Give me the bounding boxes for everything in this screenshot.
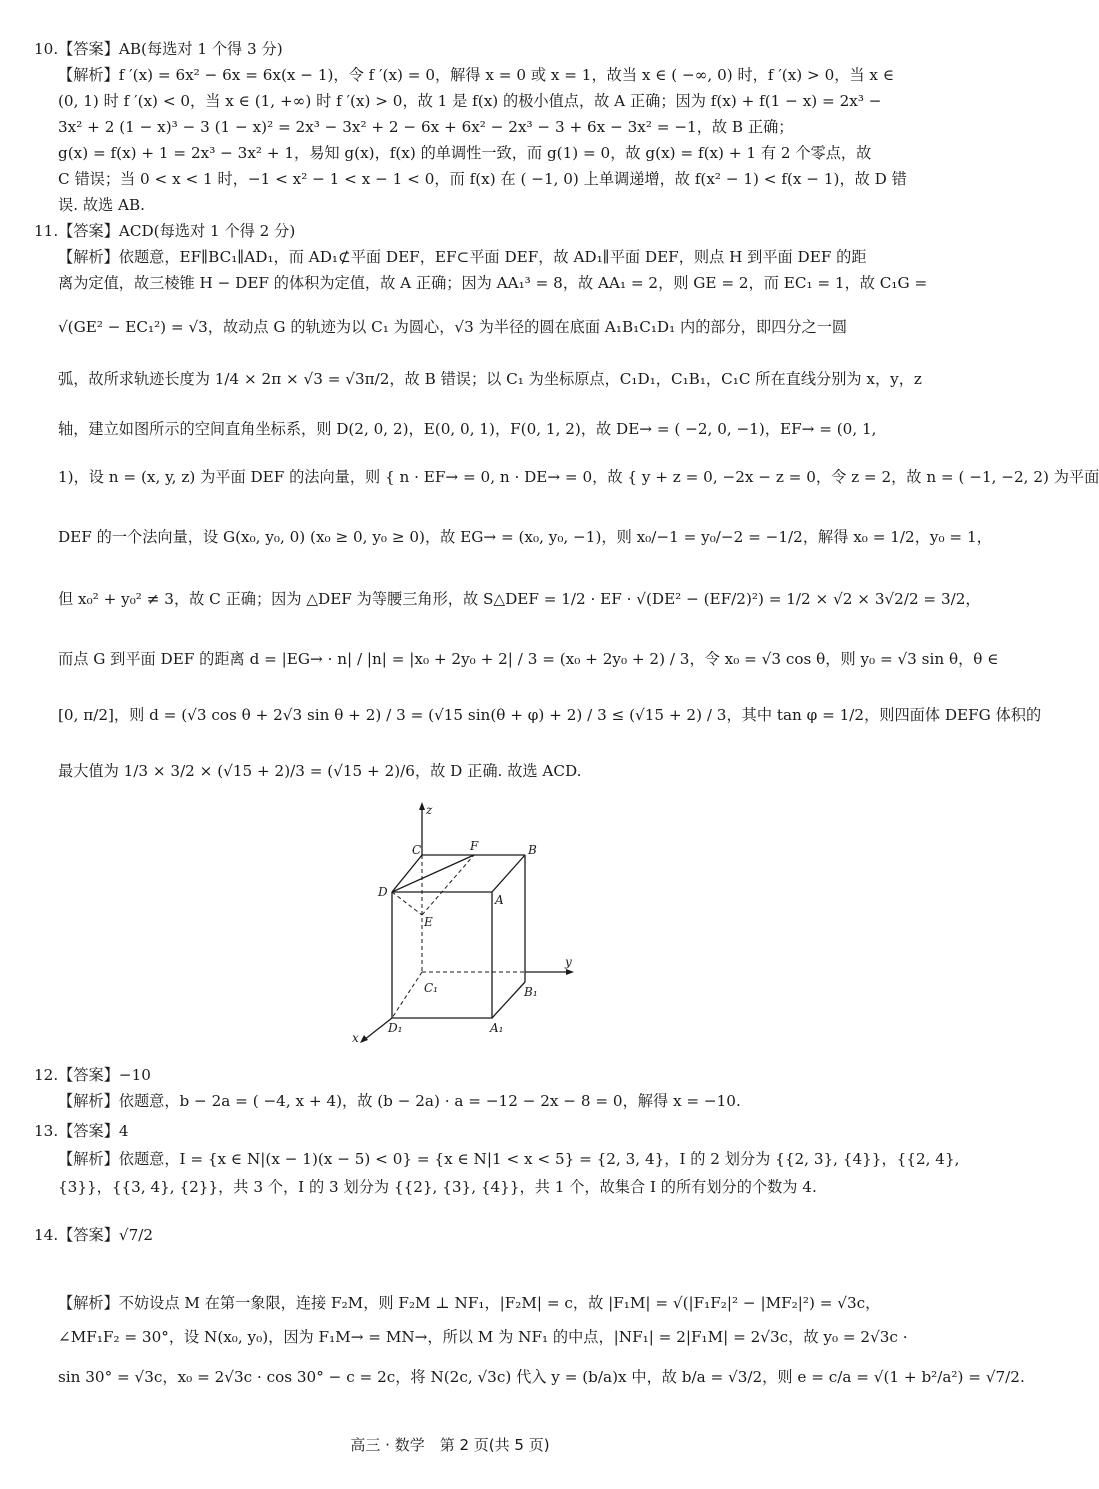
q10-explanation-line: g(x) = f(x) + 1 = 2x³ − 3x² + 1，易知 g(x)，f(x) 的单调性一致，而 g(1) = 0，故 g(x) = f(x) + 1 有 2 个零点，故 bbox=[58, 144, 872, 162]
q11-explanation-line: DEF 的一个法向量，设 G(x₀, y₀, 0) (x₀ ≥ 0, y₀ ≥ 0)，故 EG→ = (x₀, y₀, −1)，则 x₀/−1 = y₀/−2 = −1/2，解得 x₀ = 1/2，y₀ = 1， bbox=[58, 528, 992, 546]
fig-label: B bbox=[528, 843, 537, 857]
page-footer: 高三 · 数学 第 2 页(共 5 页) bbox=[350, 1436, 550, 1454]
q11-explanation-line: 而点 G 到平面 DEF 的距离 d = |EG→ · n| / |n| = |x₀ + 2y₀ + 2| / 3 = (x₀ + 2y₀ + 2) / 3，令 x₀ = √3 cos θ，则 y₀ = √3 sin θ，θ ∈ bbox=[58, 650, 999, 668]
fig-label: C₁ bbox=[424, 981, 438, 995]
q11-explanation-line: √(GE² − EC₁²) = √3，故动点 G 的轨迹为以 C₁ 为圆心，√3 为半径的圆在底面 A₁B₁C₁D₁ 内的部分，即四分之一圆 bbox=[58, 318, 848, 336]
fig-label: E bbox=[424, 915, 433, 929]
q11-explanation-line: 【解析】依题意，EF∥BC₁∥AD₁，而 AD₁⊄平面 DEF，EF⊂平面 DEF，故 AD₁∥平面 DEF，则点 H 到平面 DEF 的距 bbox=[58, 248, 867, 266]
q11-explanation-line: 弧，故所求轨迹长度为 1/4 × 2π × √3 = √3π/2，故 B 错误；以 C₁ 为坐标原点，C₁D₁，C₁B₁，C₁C 所在直线分别为 x，y，z bbox=[58, 370, 922, 388]
q12-answer-heading: 12.【答案】−10 bbox=[34, 1066, 151, 1084]
fig-label: A₁ bbox=[490, 1021, 504, 1035]
fig-label: z bbox=[426, 803, 433, 817]
q11-explanation-line: 轴，建立如图所示的空间直角坐标系，则 D(2, 0, 2)，E(0, 0, 1)，F(0, 1, 2)，故 DE→ = ( −2, 0, −1)，EF→ = (0, 1, bbox=[58, 420, 877, 438]
q11-explanation-line: [0, π/2]，则 d = (√3 cos θ + 2√3 sin θ + 2) / 3 = (√15 sin(θ + φ) + 2) / 3 ≤ (√15 + 2) / 3，其中 tan φ = 1/2，则四面体 DEFG 体积的 bbox=[58, 706, 1042, 724]
q13-explanation-line: 【解析】依题意，I = {x ∈ N|(x − 1)(x − 5) < 0} = {x ∈ N|1 < x < 5} = {2, 3, 4}，I 的 2 划分为 {{2, 3}, {4}}，{{2, 4}, bbox=[58, 1150, 960, 1168]
fig-label: C bbox=[412, 843, 422, 857]
fig-label: D bbox=[378, 885, 388, 899]
q10-explanation-line: (0, 1) 时 f ′(x) < 0，当 x ∈ (1, +∞) 时 f ′(x) > 0，故 1 是 f(x) 的极小值点，故 A 正确；因为 f(x) + f(1 − x) = 2x³ − bbox=[58, 92, 882, 110]
fig-label: F bbox=[470, 839, 479, 853]
fig-label: x bbox=[352, 1031, 359, 1045]
fig-label: A bbox=[495, 893, 504, 907]
q12-explanation-line: 【解析】依题意，b − 2a = ( −4, x + 4)，故 (b − 2a) · a = −12 − 2x − 8 = 0，解得 x = −10. bbox=[58, 1092, 741, 1110]
q14-explanation-line: ∠MF₁F₂ = 30°，设 N(x₀, y₀)，因为 F₁M→ = MN→，所以 M 为 NF₁ 的中点，|NF₁| = 2|F₁M| = 2√3c，故 y₀ = 2√3c · bbox=[58, 1328, 908, 1346]
q11-explanation-line: 离为定值，故三棱锥 H − DEF 的体积为定值，故 A 正确；因为 AA₁³ = 8，故 AA₁ = 2，则 GE = 2，而 EC₁ = 1，故 C₁G = bbox=[58, 274, 928, 292]
q10-explanation-line: 误. 故选 AB. bbox=[58, 196, 146, 214]
cube-coordinate-figure bbox=[340, 800, 590, 1050]
q13-answer-heading: 13.【答案】4 bbox=[34, 1122, 129, 1140]
fig-label: D₁ bbox=[388, 1021, 403, 1035]
fig-label: B₁ bbox=[524, 985, 538, 999]
q11-explanation-line: 但 x₀² + y₀² ≠ 3，故 C 正确；因为 △DEF 为等腰三角形，故 S△DEF = 1/2 · EF · √(DE² − (EF/2)²) = 1/2 × √2 × 3√2/2 = 3/2， bbox=[58, 590, 981, 608]
q11-explanation-line: 最大值为 1/3 × 3/2 × (√15 + 2)/3 = (√15 + 2)/6，故 D 正确. 故选 ACD. bbox=[58, 762, 582, 780]
q14-explanation-line: 【解析】不妨设点 M 在第一象限，连接 F₂M，则 F₂M ⊥ NF₁，|F₂M| = c，故 |F₁M| = √(|F₁F₂|² − |MF₂|²) = √3c， bbox=[58, 1294, 881, 1312]
q10-explanation-line: C 错误；当 0 < x < 1 时，−1 < x² − 1 < x − 1 < 0，而 f(x) 在 ( −1, 0) 上单调递增，故 f(x² − 1) < f(x − 1)，故 D 错 bbox=[58, 170, 907, 188]
q11-answer-heading: 11.【答案】ACD(每选对 1 个得 2 分) bbox=[34, 222, 296, 240]
q13-explanation-line: {3}}，{{3, 4}, {2}}，共 3 个，I 的 3 划分为 {{2}, {3}, {4}}，共 1 个，故集合 I 的所有划分的个数为 4. bbox=[58, 1178, 817, 1196]
fig-label: y bbox=[565, 955, 572, 969]
q14-answer-heading: 14.【答案】√7/2 bbox=[34, 1226, 154, 1244]
q14-explanation-line: sin 30° = √3c，x₀ = 2√3c · cos 30° − c = 2c，将 N(2c, √3c) 代入 y = (b/a)x 中，故 b/a = √3/2，则 e = c/a = √(1 + b²/a²) = √7/2. bbox=[58, 1368, 1025, 1386]
q10-explanation-line: 【解析】f ′(x) = 6x² − 6x = 6x(x − 1)，令 f ′(x) = 0，解得 x = 0 或 x = 1，故当 x ∈ ( −∞, 0) 时，f ′(x) > 0，当 x ∈ bbox=[58, 66, 895, 84]
q11-explanation-line: 1)，设 n = (x, y, z) 为平面 DEF 的法向量，则 { n · EF→ = 0, n · DE→ = 0，故 { y + z = 0, −2x − z = 0，令 z = 2，故 n = ( −1, −2, 2) 为平面 bbox=[58, 468, 1099, 486]
q10-answer-heading: 10.【答案】AB(每选对 1 个得 3 分) bbox=[34, 40, 283, 58]
q10-explanation-line: 3x² + 2 (1 − x)³ − 3 (1 − x)² = 2x³ − 3x² + 2 − 6x + 6x² − 2x³ − 3 + 6x − 3x² = −1，故 B 正确； bbox=[58, 118, 794, 136]
